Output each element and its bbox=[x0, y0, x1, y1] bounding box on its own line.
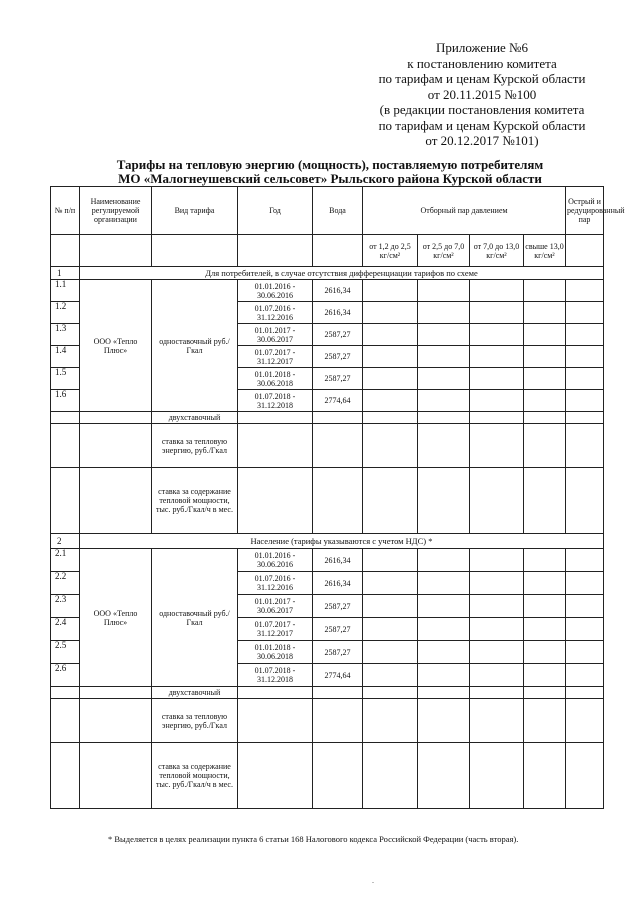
period: 01.01.2017 - 30.06.2017 bbox=[238, 595, 313, 618]
period: 01.01.2018 - 30.06.2018 bbox=[238, 368, 313, 390]
title-line-2: МО «Малогнеушевский сельсовет» Рыльского района Курской области bbox=[118, 171, 542, 186]
tariff-kind: одноставочный руб./Гкал bbox=[152, 549, 238, 687]
header-row bbox=[51, 187, 604, 235]
period: 01.01.2017 - 30.06.2017 bbox=[238, 324, 313, 346]
header-steam: Отборный пар давлением bbox=[363, 187, 566, 235]
tariff-kind: одноставочный руб./Гкал bbox=[152, 280, 238, 412]
row-number: 2.2 bbox=[51, 572, 80, 595]
period: 01.07.2017 - 31.12.2017 bbox=[238, 346, 313, 368]
header-org: Наименование регулируемой организации bbox=[80, 187, 152, 235]
water-value: 2616,34 bbox=[313, 549, 363, 572]
two-part-label: двухставочный bbox=[152, 412, 238, 424]
period: 01.07.2017 - 31.12.2017 bbox=[238, 618, 313, 641]
water-value: 2616,34 bbox=[313, 280, 363, 302]
water-value: 2587,27 bbox=[313, 641, 363, 664]
header-pressure-1: от 1,2 до 2,5 кг/см² bbox=[363, 235, 418, 267]
water-value: 2587,27 bbox=[313, 324, 363, 346]
org-name: ООО «Тепло Плюс» bbox=[80, 280, 152, 412]
header-pressure-2: от 2,5 до 7,0 кг/см² bbox=[418, 235, 470, 267]
row-number: 2.1 bbox=[51, 549, 80, 572]
water-value: 2616,34 bbox=[313, 302, 363, 324]
tariff-table bbox=[50, 186, 625, 809]
section-row bbox=[51, 267, 604, 280]
header-pressure-3: от 7,0 до 13,0 кг/см² bbox=[470, 235, 524, 267]
section-number: 2 bbox=[51, 534, 80, 549]
two-part-row bbox=[51, 412, 604, 424]
rate-power-row bbox=[51, 743, 604, 809]
appendix-header bbox=[362, 40, 602, 149]
period: 01.01.2016 - 30.06.2016 bbox=[238, 549, 313, 572]
table-row bbox=[51, 280, 604, 302]
rate-power-row bbox=[51, 468, 604, 534]
water-value: 2587,27 bbox=[313, 368, 363, 390]
row-number: 1.4 bbox=[51, 346, 80, 368]
section-title: Население (тарифы указываются с учетом НДС) * bbox=[80, 534, 604, 549]
header-line: от 20.11.2015 №100 bbox=[427, 86, 537, 102]
header-line: по тарифам и ценам Курской области bbox=[378, 117, 586, 133]
period: 01.01.2018 - 30.06.2018 bbox=[238, 641, 313, 664]
header-sharp-steam: Острый и редуцированный пар bbox=[566, 187, 604, 235]
water-value: 2774,64 bbox=[313, 390, 363, 412]
row-number: 1.3 bbox=[51, 324, 80, 346]
header-kind: Вид тарифа bbox=[152, 187, 238, 235]
row-number: 1.1 bbox=[51, 280, 80, 302]
period: 01.07.2016 - 31.12.2016 bbox=[238, 572, 313, 595]
rate-energy-label: ставка за тепловую энергию, руб./Гкал bbox=[152, 424, 238, 468]
water-value: 2587,27 bbox=[313, 346, 363, 368]
header-year: Год bbox=[238, 187, 313, 235]
water-value: 2774,64 bbox=[313, 664, 363, 687]
period: 01.07.2016 - 31.12.2016 bbox=[238, 302, 313, 324]
period: 01.07.2018 - 31.12.2018 bbox=[238, 390, 313, 412]
row-number: 1.2 bbox=[51, 302, 80, 324]
row-number: 2.5 bbox=[51, 641, 80, 664]
pressure-header-row bbox=[51, 235, 604, 267]
header-line: Приложение №6 bbox=[436, 40, 528, 55]
water-value: 2587,27 bbox=[313, 595, 363, 618]
period: 01.07.2018 - 31.12.2018 bbox=[238, 664, 313, 687]
header-pressure-4: свыше 13,0 кг/см² bbox=[524, 235, 566, 267]
rate-energy-label: ставка за тепловую энергию, руб./Гкал bbox=[152, 699, 238, 743]
row-number: 1.5 bbox=[51, 368, 80, 390]
footnote: * Выделяется в целях реализации пункта 6 статьи 168 Налогового кодекса Российской Федерации (часть вторая). bbox=[108, 834, 519, 844]
header-num: № п/п bbox=[51, 187, 80, 235]
row-number: 2.3 bbox=[51, 595, 80, 618]
document-title bbox=[60, 158, 600, 186]
row-number: 2.4 bbox=[51, 618, 80, 641]
rate-energy-row bbox=[51, 699, 604, 743]
section-title: Для потребителей, в случае отсутствия дифференциации тарифов по схеме bbox=[80, 267, 604, 280]
scan-speck: . bbox=[372, 876, 374, 885]
two-part-label: двухставочный bbox=[152, 687, 238, 699]
row-number: 2.6 bbox=[51, 664, 80, 687]
header-line: к постановлению комитета bbox=[407, 55, 557, 71]
water-value: 2616,34 bbox=[313, 572, 363, 595]
header-line: (в редакции постановления комитета bbox=[379, 102, 585, 117]
title-line-1: Тарифы на тепловую энергию (мощность), поставляемую потребителям bbox=[116, 157, 544, 172]
rate-energy-row bbox=[51, 424, 604, 468]
section-row bbox=[51, 534, 604, 549]
header-line: от 20.12.2017 №101) bbox=[425, 133, 539, 148]
period: 01.01.2016 - 30.06.2016 bbox=[238, 280, 313, 302]
header-line: по тарифам и ценам Курской области bbox=[378, 71, 586, 86]
table-row bbox=[51, 549, 604, 572]
water-value: 2587,27 bbox=[313, 618, 363, 641]
rate-power-label: ставка за содержание тепловой мощности, тыс. руб./Гкал/ч в мес. bbox=[152, 468, 238, 534]
row-number: 1.6 bbox=[51, 390, 80, 412]
org-name: ООО «Тепло Плюс» bbox=[80, 549, 152, 687]
rate-power-label: ставка за содержание тепловой мощности, тыс. руб./Гкал/ч в мес. bbox=[152, 743, 238, 809]
section-number: 1 bbox=[51, 267, 80, 280]
header-water: Вода bbox=[313, 187, 363, 235]
two-part-row bbox=[51, 687, 604, 699]
